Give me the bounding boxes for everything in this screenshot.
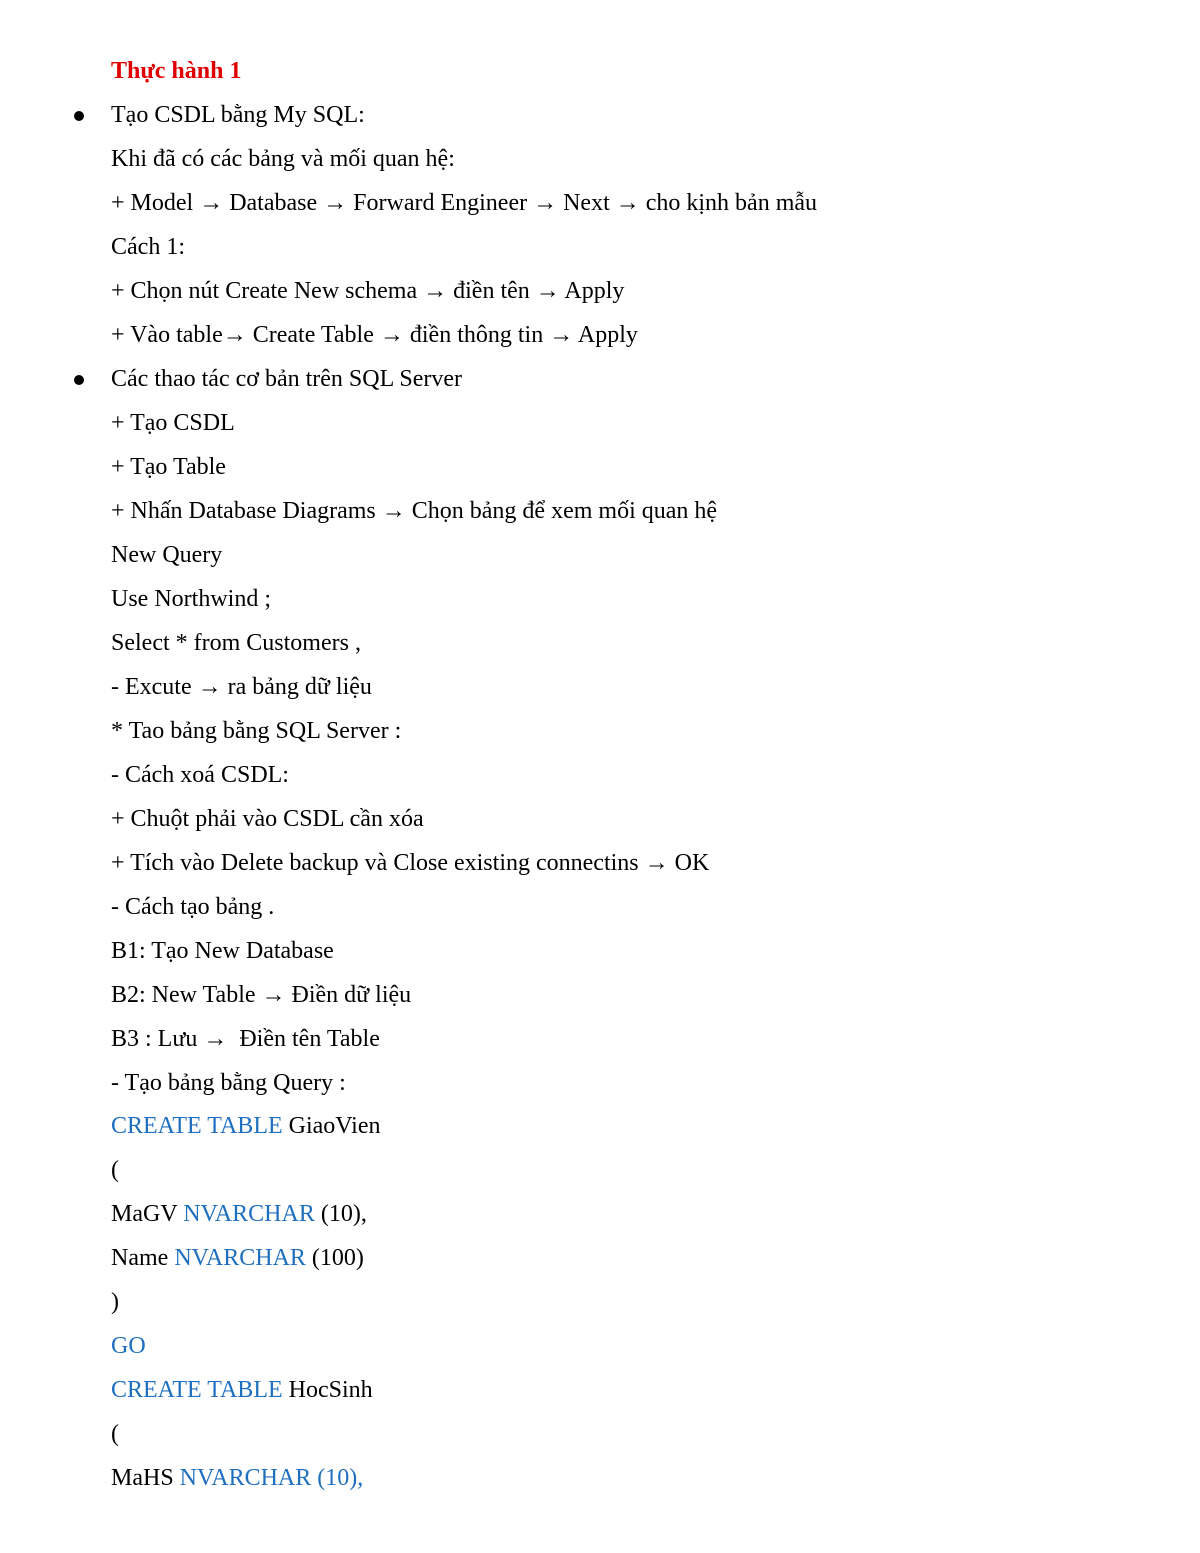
text-line: + Tạo Table [111, 454, 226, 480]
sql-type: NVARCHAR [183, 1201, 315, 1227]
text-line: + Vào table→ Create Table → điền thông tin → Apply [111, 322, 638, 348]
sql-type: NVARCHAR (10), [179, 1465, 364, 1491]
text-line: * Tao bảng bằng SQL Server : [111, 718, 402, 744]
text-line: - Tạo bảng bằng Query : [111, 1070, 346, 1096]
column-name: Name [111, 1245, 175, 1271]
column-name: MaHS [111, 1465, 180, 1491]
text-line: + Nhấn Database Diagrams → Chọn bảng để xem mối quan hệ [111, 498, 718, 524]
page-title: Thực hành 1 [111, 58, 242, 84]
sql-keyword: CREATE TABLE [111, 1113, 283, 1139]
bullet-icon [74, 111, 84, 121]
text-line: Khi đã có các bảng và mối quan hệ: [111, 146, 455, 172]
text-line: Tạo CSDL bằng My SQL: [111, 102, 365, 128]
text-line: Use Northwind ; [111, 586, 271, 612]
text-line: + Chuột phải vào CSDL cần xóa [111, 806, 424, 832]
text-line: + Model → Database → Forward Engineer → Next → cho kịnh bản mẫu [111, 190, 818, 216]
code-line: ( [111, 1157, 119, 1183]
code-line [111, 1243, 364, 1273]
text-line: B1: Tạo New Database [111, 938, 334, 964]
table-name: GiaoVien [282, 1113, 381, 1139]
column-name: MaGV [111, 1201, 184, 1227]
code-line: ( [111, 1421, 119, 1447]
text-line: - Cách tạo bảng . [111, 894, 275, 920]
bullet-icon [74, 375, 84, 385]
sql-type: NVARCHAR [174, 1245, 306, 1271]
text-line: Các thao tác cơ bản trên SQL Server [111, 366, 462, 392]
code-line: ) [111, 1289, 119, 1315]
text-line: B2: New Table → Điền dữ liệu [111, 982, 412, 1008]
column-size: (100) [305, 1245, 364, 1271]
sql-keyword: GO [111, 1333, 146, 1359]
text-line: Select * from Customers , [111, 630, 361, 656]
code-line [111, 1111, 381, 1141]
code-line [111, 1375, 373, 1405]
text-line: New Query [111, 542, 223, 568]
text-line: + Tạo CSDL [111, 410, 235, 436]
text-line: - Excute → ra bảng dữ liệu [111, 674, 372, 700]
column-size: (10), [314, 1201, 367, 1227]
text-line: + Tích vào Delete backup và Close existing connectins → OK [111, 850, 710, 876]
text-line: + Chọn nút Create New schema → điền tên → Apply [111, 278, 625, 304]
code-line [111, 1199, 367, 1229]
text-line: Cách 1: [111, 234, 185, 260]
text-line: - Cách xoá CSDL: [111, 762, 289, 788]
text-line: B3 : Lưu → Điền tên Table [111, 1026, 380, 1052]
sql-keyword: CREATE TABLE [111, 1377, 283, 1403]
table-name: HocSinh [282, 1377, 373, 1403]
code-line [111, 1463, 363, 1493]
